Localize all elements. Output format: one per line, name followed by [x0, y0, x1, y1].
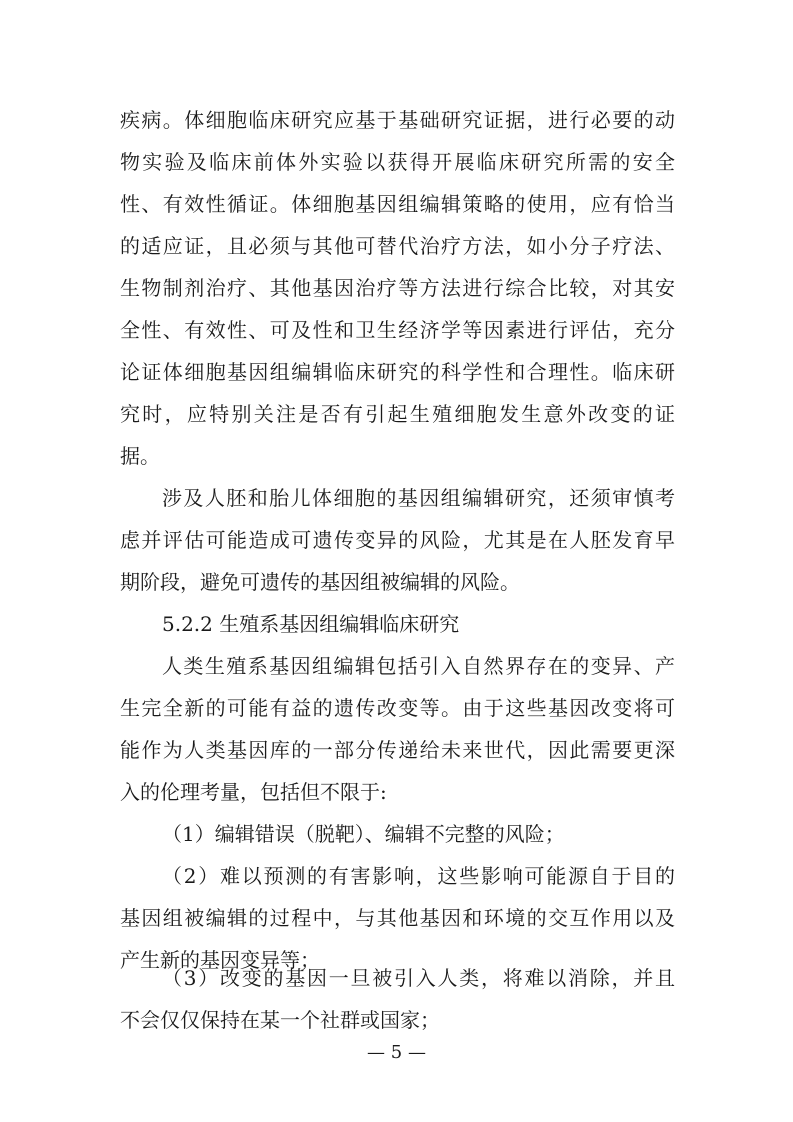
list-item: （2）难以预测的有害影响，这些影响可能源自于目的: [162, 864, 675, 888]
section-heading: 5.2.2 生殖系基因组编辑临床研究: [162, 612, 460, 636]
paragraph-line: 疾病。体细胞临床研究应基于基础研究证据，进行必要的动: [120, 108, 675, 132]
paragraph-line: 全性、有效性、可及性和卫生经济学等因素进行评估，充分: [120, 318, 675, 342]
list-item: （3）改变的基因一旦被引入人类，将难以消除，并且: [162, 966, 675, 990]
paragraph-line: 虑并评估可能造成可遗传变异的风险，尤其是在人胚发育早: [120, 528, 675, 552]
list-item-line: 产生新的基因变异等；: [120, 948, 320, 972]
paragraph-line: 期阶段，避免可遗传的基因组被编辑的风险。: [120, 570, 520, 594]
page-number: — 5 —: [367, 1042, 426, 1063]
list-item-line: 不会仅仅保持在某一个社群或国家；: [120, 1008, 440, 1032]
paragraph-line: 究时，应特别关注是否有引起生殖细胞发生意外改变的证: [120, 402, 675, 426]
paragraph-line: 性、有效性循证。体细胞基因组编辑策略的使用，应有恰当: [120, 192, 675, 216]
paragraph-line: 入的伦理考量，包括但不限于:: [120, 780, 387, 804]
paragraph-line: 的适应证，且必须与其他可替代治疗方法，如小分子疗法、: [120, 234, 675, 258]
list-item-line: 基因组被编辑的过程中，与其他基因和环境的交互作用以及: [120, 906, 675, 930]
paragraph-line: 据。: [120, 444, 160, 468]
list-item: （1）编辑错误（脱靶）、编辑不完整的风险；: [162, 822, 565, 846]
paragraph-line: 涉及人胚和胎儿体细胞的基因组编辑研究，还须审慎考: [162, 486, 675, 510]
paragraph-line: 生物制剂治疗、其他基因治疗等方法进行综合比较，对其安: [120, 276, 675, 300]
paragraph-line: 生完全新的可能有益的遗传改变等。由于这些基因改变将可: [120, 696, 675, 720]
paragraph-line: 人类生殖系基因组编辑包括引入自然界存在的变异、产: [162, 654, 675, 678]
paragraph-line: 能作为人类基因库的一部分传递给未来世代，因此需要更深: [120, 738, 675, 762]
paragraph-line: 物实验及临床前体外实验以获得开展临床研究所需的安全: [120, 150, 675, 174]
paragraph-line: 论证体细胞基因组编辑临床研究的科学性和合理性。临床研: [120, 360, 675, 384]
